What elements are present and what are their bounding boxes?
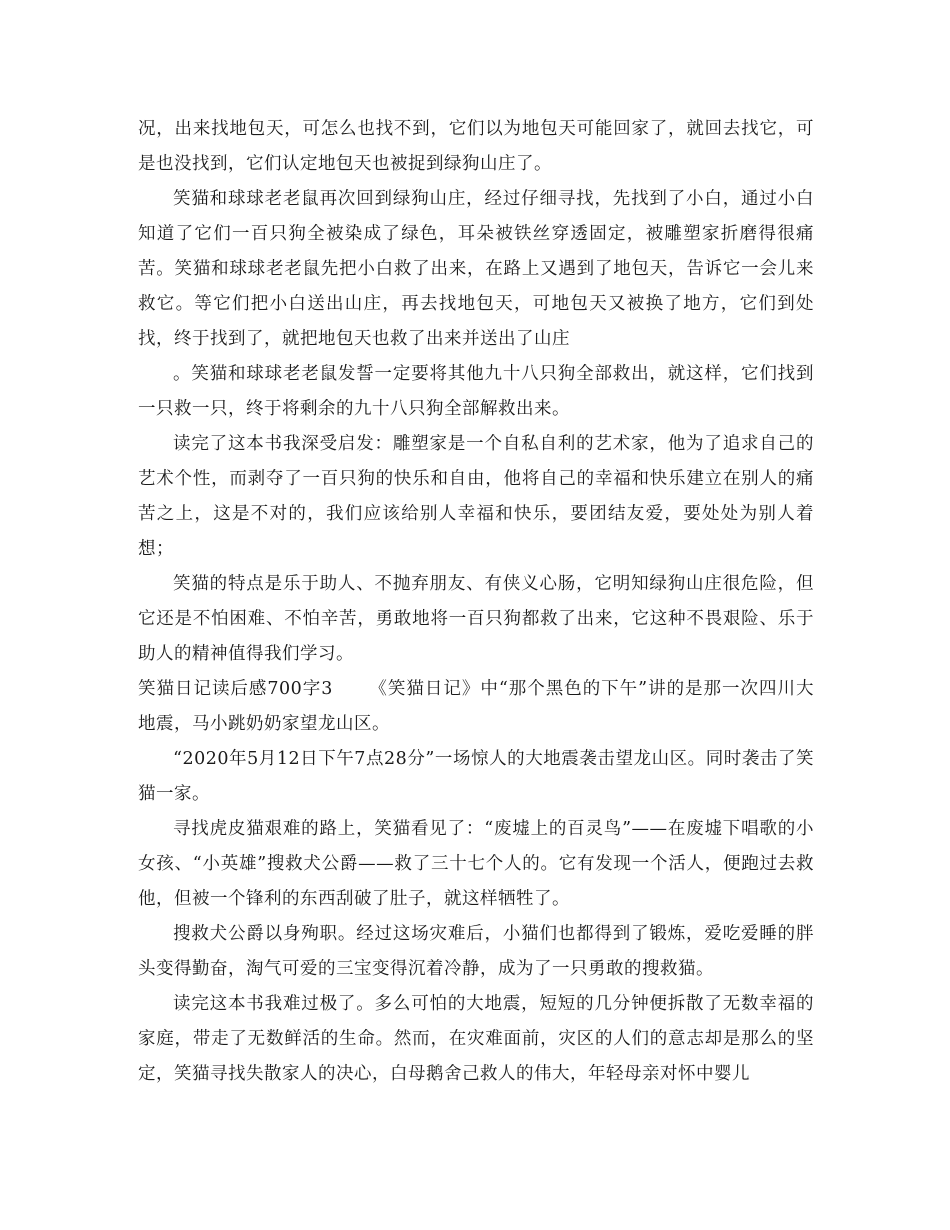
section-heading-paragraph xyxy=(138,672,814,742)
document-body xyxy=(138,112,814,1092)
paragraph-2: 笑猫和球球老老鼠再次回到绿狗山庄，经过仔细寻找，先找到了小白，通过小白知道了它们一百只狗全被染成了绿色，耳朵被铁丝穿透固定，被雕塑家折磨得很痛苦。笑猫和球球老老鼠先把小白救了出来，在路上又遇到了地包天，告诉它一会儿来救它。等它们把小白送出山庄，再去找地包天，可地包天又被换了地方，它们到处找，终于找到了，就把地包天也救了出来并送出了山庄 xyxy=(138,189,814,349)
paragraph-3: 。笑猫和球球老老鼠发誓一定要将其他九十八只狗全部救出，就这样，它们找到一只救一只，终于将剩余的九十八只狗全部解救出来。 xyxy=(138,364,814,419)
paragraph-1: 况，出来找地包天，可怎么也找不到，它们以为地包天可能回家了，就回去找它，可是也没找到，它们认定地包天也被捉到绿狗山庄了。 xyxy=(138,119,814,174)
paragraph-4: 读完了这本书我深受启发：雕塑家是一个自私自利的艺术家，他为了追求自己的艺术个性，而剥夺了一百只狗的快乐和自由，他将自己的幸福和快乐建立在别人的痛苦之上，这是不对的，我们应该给别人幸福和快乐，要团结友爱，要处处为别人着想； xyxy=(138,434,814,559)
section-title: 笑猫日记读后感700字3 xyxy=(138,679,333,699)
paragraph-6: “2020年5月12日下午7点28分”一场惊人的大地震袭击望龙山区。同时袭击了笑猫一家。 xyxy=(138,749,814,804)
section-first-line: 《笑猫日记》中“那个黑色的下午”讲的是那一次四川大地震，马小跳奶奶家望龙山区。 xyxy=(138,679,814,734)
paragraph-9: 读完这本书我难过极了。多么可怕的大地震，短短的几分钟便拆散了无数幸福的家庭，带走了无数鲜活的生命。然而，在灾难面前，灾区的人们的意志却是那么的坚定，笑猫寻找失散家人的决心，白母鹅舍己救人的伟大，年轻母亲对怀中婴儿 xyxy=(138,994,814,1084)
paragraph-7: 寻找虎皮猫艰难的路上，笑猫看见了：“废墟上的百灵鸟”——在废墟下唱歌的小女孩、“小英雄”搜救犬公爵——救了三十七个人的。它有发现一个活人，便跑过去救他，但被一个锋利的东西刮破了肚子，就这样牺牲了。 xyxy=(138,819,814,909)
paragraph-5: 笑猫的特点是乐于助人、不抛弃朋友、有侠义心肠，它明知绿狗山庄很危险，但它还是不怕困难、不怕辛苦，勇敢地将一百只狗都救了出来，它这种不畏艰险、乐于助人的精神值得我们学习。 xyxy=(138,574,814,664)
paragraph-8: 搜救犬公爵以身殉职。经过这场灾难后，小猫们也都得到了锻炼，爱吃爱睡的胖头变得勤奋，淘气可爱的三宝变得沉着冷静，成为了一只勇敢的搜救猫。 xyxy=(138,924,814,979)
